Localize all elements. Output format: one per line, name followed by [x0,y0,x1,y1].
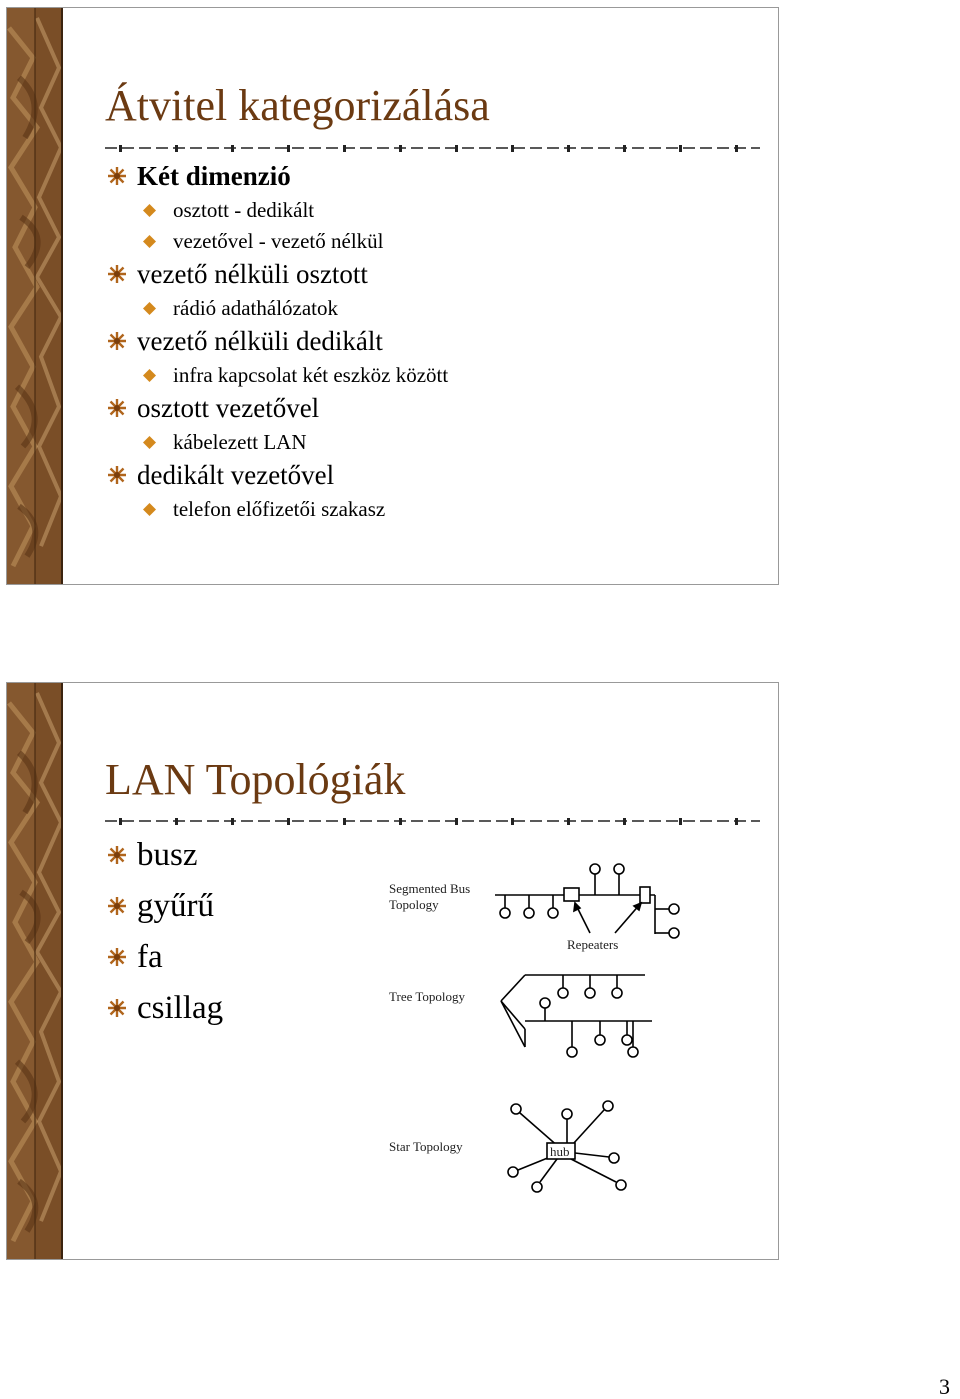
list-item-text: infra kapcsolat két eszköz között [173,363,449,387]
star-bullet-icon [107,166,127,186]
list-item-text: dedikált vezetővel [137,460,335,490]
list-item [107,163,448,190]
list-item [143,230,448,252]
list-item [143,364,448,386]
star-bullet-icon [107,896,127,916]
repeaters-label: Repeaters [567,937,619,952]
star-bullet-icon [107,331,127,351]
list-item-text: kábelezett LAN [173,430,307,454]
diamond-bullet-icon [143,302,156,315]
slide-1-bullet-list [107,163,448,520]
star-bullet-icon [107,465,127,485]
diamond-bullet-icon [143,436,156,449]
slide-1 [6,7,779,585]
sidebar-decoration [7,8,63,584]
page-number: 3 [939,1374,950,1399]
list-item [107,990,224,1026]
slide-2 [6,682,779,1260]
title-rule [105,817,760,825]
segmented-bus-label: Segmented Bus [389,881,471,896]
list-item-text: vezető nélküli dedikált [137,326,383,356]
star-bullet-icon [107,947,127,967]
star-bullet-icon [107,845,127,865]
tree-label: Tree Topology [389,989,466,1004]
star-bullet-icon [107,264,127,284]
list-item-text: telefon előfizetői szakasz [173,497,386,521]
diamond-bullet-icon [143,204,156,217]
diamond-bullet-icon [143,235,156,248]
sidebar-decoration [7,683,63,1259]
topology-diagram [387,851,697,1201]
hub-label: hub [550,1144,570,1159]
list-item-text: rádió adathálózatok [173,296,339,320]
list-item [143,297,448,319]
list-item [107,395,448,422]
list-item-text: busz [137,837,198,873]
star-label: Star Topology [389,1139,463,1154]
title-rule [105,144,760,152]
slide-1-title: Átvitel kategorizálása [105,81,490,130]
list-item-text: csillag [137,990,224,1026]
list-item-text: osztott - dedikált [173,198,315,222]
list-item [107,837,223,873]
list-item [143,431,448,453]
star-bullet-icon [107,998,127,1018]
list-item [107,939,223,975]
list-item [107,462,448,489]
tree-topology [389,975,652,1057]
star-bullet-icon [107,398,127,418]
list-item-text: gyűrű [137,888,214,924]
list-item [107,888,223,924]
diamond-bullet-icon [143,369,156,382]
list-item-text: Két dimenzió [137,161,291,191]
list-item [143,199,448,221]
slide-2-title: LAN Topológiák [105,755,406,804]
list-item-text: vezetővel - vezető nélkül [173,229,384,253]
segmented-bus-label: Topology [389,897,439,912]
list-item [107,328,448,355]
list-item-text: vezető nélküli osztott [137,259,368,289]
star-topology [389,1101,626,1192]
list-item-text: osztott vezetővel [137,393,320,423]
segmented-bus-topology [389,864,679,952]
slide-2-bullet-list [107,837,224,1026]
list-item-text: fa [137,939,163,975]
list-item [107,261,448,288]
list-item [143,498,448,520]
diamond-bullet-icon [143,503,156,516]
